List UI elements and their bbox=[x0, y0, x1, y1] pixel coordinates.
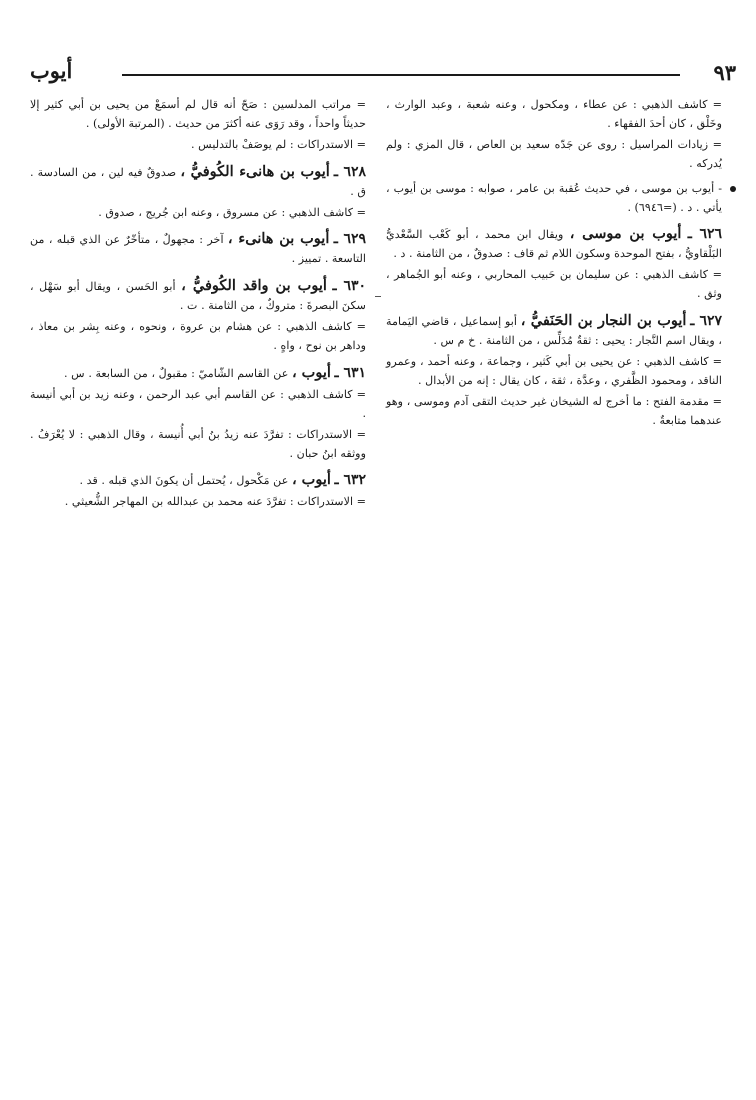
page-number: ٩٣ bbox=[713, 60, 736, 85]
text-paragraph: = الاستدراكات : لم يوصَفْ بالتدليس . bbox=[191, 137, 366, 151]
entry-632 bbox=[30, 471, 366, 491]
text-paragraph: = زيادات المراسيل : روى عن جَدّه سعيد بن العاص ، قال المزي : ولم يُدركه . bbox=[386, 137, 722, 170]
text-paragraph: = كاشف الذهبي : عن هشام بن عروة ، ونحوه ، وعنه بِشر بن معاذ ، وداهر بن نوح ، واهٍ . bbox=[30, 320, 366, 352]
entry-name: أيوب ، bbox=[291, 471, 331, 489]
text-paragraph: = مراتب المدلسين : صَحّ أنه قال لم أسمَعْ من يحيى بن أبي كثير إلا حديثاً واحداً ، وقد رَوَى عنه أكثرَ من حديث . (المرتبة الأولى) . bbox=[30, 98, 366, 130]
page-header bbox=[30, 58, 736, 88]
entry-629 bbox=[30, 230, 366, 269]
entry-body: عن مَكْحول ، يُحتمل أن يكونَ الذي قبله . قد . bbox=[79, 474, 289, 488]
entry-number: ٦٣٠ ـ bbox=[332, 278, 367, 295]
right-column bbox=[386, 96, 722, 433]
entry-body: صدوقٌ فيه لين ، من السادسة . ق . bbox=[30, 165, 366, 198]
entry-body: ويقال ابن محمد ، أبو كَعْب السَّعْديُّ البَلْقاويُّ ، بفتح الموحدة وسكون اللام ثم قاف : صدوقٌ ، من الثامنة . د . bbox=[386, 228, 722, 261]
entry-name: أيوب بن واقد الكُوفيُّ ، bbox=[181, 277, 327, 295]
text-paragraph: = الاستدراكات : تفرَّدَ عنه محمد بن عبدالله بن المهاجر الشُّعيثي . bbox=[64, 495, 366, 509]
entry-631 bbox=[30, 364, 366, 384]
stray-mark bbox=[375, 296, 381, 297]
entry-number: ٦٢٦ ـ bbox=[687, 226, 722, 243]
entry-name: أيوب بن موسى ، bbox=[569, 225, 682, 243]
entry-name: أيوب بن هانىء الكُوفيُّ ، bbox=[180, 162, 330, 180]
entry-name: أيوب بن هانىء ، bbox=[227, 230, 330, 248]
entry-number: ٦٢٩ ـ bbox=[333, 231, 367, 248]
entry-body: آخر : مجهولٌ ، متأخّرٌ عن الذي قبله ، من التاسعة . تمييز . bbox=[30, 233, 366, 266]
text-paragraph: = مقدمة الفتح : ما أخرج له الشيخان غير حديث التقى آدم وموسى ، وهو عندهما متابعةٌ . bbox=[386, 394, 722, 427]
entry-name: أيوب ، bbox=[291, 363, 331, 381]
bullet-dot-icon bbox=[730, 186, 736, 192]
entry-number: ٦٣١ ـ bbox=[334, 364, 366, 381]
text-paragraph: - أيوب بن موسى ، في حديث عُقبة بن عامر ، صوابه : موسى بن أيوب ، يأتي . د . (=٦٩٤٦) . bbox=[386, 181, 722, 214]
entry-body: أبو الحَسن ، ويقال أبو سَهْل ، سكنَ البصرةَ : متروكٌ ، من الثامنة . ت . bbox=[30, 280, 366, 313]
entry-number: ٦٣٢ ـ bbox=[334, 472, 366, 489]
text-paragraph: = الاستدراكات : تفرَّدَ عنه زيدُ بنُ أبي أُنيسة ، وقال الذهبي : لا يُعْرَفُ . ووثقه ابنُ حبان . bbox=[30, 427, 366, 460]
running-head: أيوب bbox=[30, 58, 73, 83]
text-paragraph: = كاشف الذهبي : عن مسروق ، وعنه ابن جُريج ، صدوق . bbox=[98, 205, 366, 219]
text-paragraph: = كاشف الذهبي : عن يحيى بن أبي كَثير ، وجماعة ، وعنه أحمد ، وعمرو الناقد ، ومحمود الظَّفري ، وعدَّة ، ثقة ، كان يقال : إنه من الأبدال . bbox=[386, 354, 722, 387]
bullet-note bbox=[386, 180, 722, 218]
text-paragraph: = كاشف الذهبي : عن عطاء ، ومكحول ، وعنه شعبة ، وعبد الوارث ، وخَلْق ، كان أحدَ الفقهاء . bbox=[386, 98, 722, 130]
text-paragraph: = كاشف الذهبي : عن القاسم أبي عبد الرحمن ، وعنه زيد بن أبي أنيسة . bbox=[30, 387, 366, 420]
entry-626 bbox=[386, 225, 722, 264]
entry-body: أبو إسماعيل ، قاضي اليَمامة ، ويقال اسم النَّجار : يحيى : ثقةٌ مُدَلِّس ، من الثامنة . خ م س . bbox=[386, 315, 722, 347]
entry-628 bbox=[30, 163, 366, 202]
text-paragraph: = كاشف الذهبي : عن سليمان بن حَبيب المحاربي ، وعنه أبو الجُماهر ، وثق . bbox=[386, 268, 722, 301]
header-rule bbox=[122, 74, 680, 76]
entry-body: عن القاسم الشّاميّ : مقبولٌ ، من السابعة . س . bbox=[64, 366, 289, 380]
entry-number: ٦٢٨ ـ bbox=[333, 163, 367, 180]
entry-627 bbox=[386, 312, 722, 351]
entry-630 bbox=[30, 277, 366, 316]
entry-name: أيوب بن النجار بن الحَنَفيُّ ، bbox=[520, 312, 687, 330]
entry-number: ٦٢٧ ـ bbox=[690, 313, 723, 330]
left-column bbox=[30, 96, 366, 514]
